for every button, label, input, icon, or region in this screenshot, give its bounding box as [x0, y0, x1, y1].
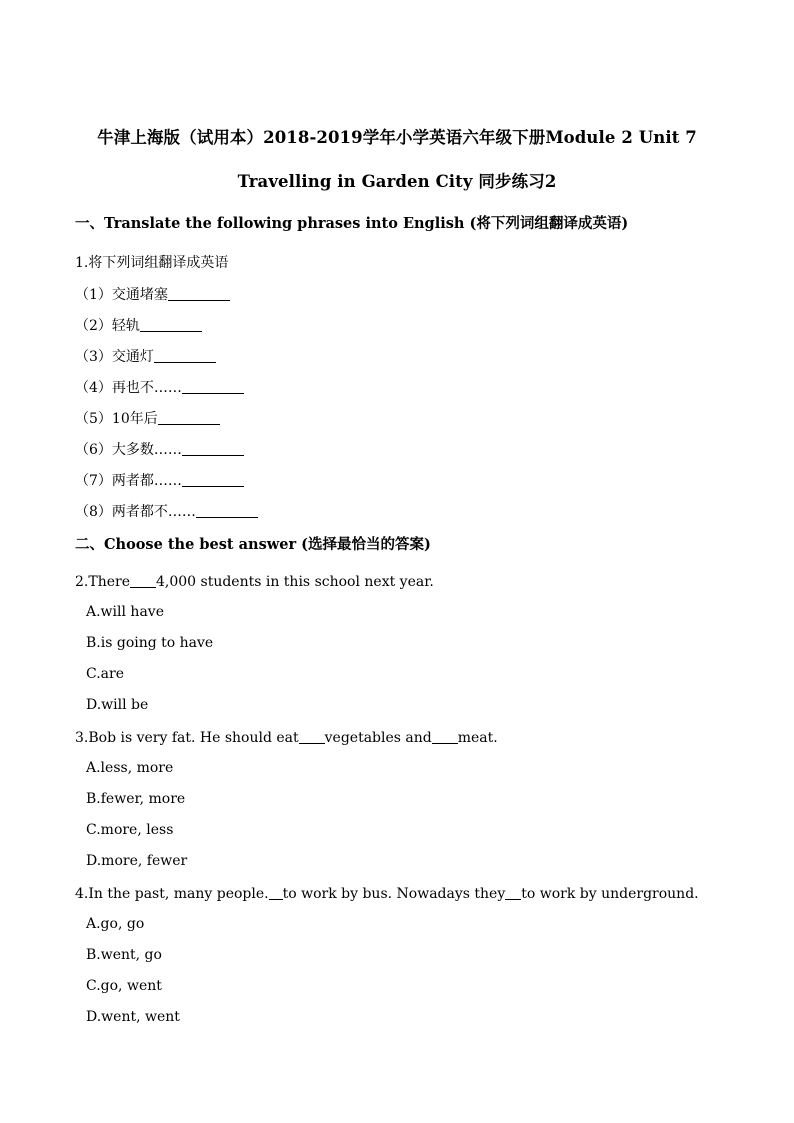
- question-1-stem: 1.将下列词组翻译成英语: [75, 255, 229, 271]
- answer-blank[interactable]: [182, 441, 244, 456]
- phrase-item: [75, 439, 244, 459]
- option-d[interactable]: D.will be: [86, 697, 149, 713]
- phrase-item: [75, 315, 202, 335]
- page-subtitle: Travelling in Garden City 同步练习2: [237, 172, 557, 191]
- phrase-text: （6）大多数……: [75, 442, 182, 458]
- answer-blank[interactable]: [432, 729, 458, 744]
- phrase-text: （5）10年后: [75, 411, 158, 427]
- question-4-stem: 4.In the past, many people. to work by bus. Nowadays they to work by underground.: [75, 886, 699, 902]
- option-a[interactable]: A.will have: [86, 604, 164, 620]
- option-c[interactable]: C.are: [86, 666, 124, 682]
- answer-blank[interactable]: [130, 573, 156, 588]
- phrase-text: （2）轻轨: [75, 318, 140, 334]
- phrase-text: （3）交通灯: [75, 349, 154, 365]
- phrase-item: [75, 408, 220, 428]
- answer-blank[interactable]: [158, 410, 220, 425]
- option-a[interactable]: A.go, go: [86, 916, 145, 932]
- answer-blank[interactable]: [299, 729, 325, 744]
- phrase-text: （8）两者都不……: [75, 504, 196, 520]
- answer-blank[interactable]: [154, 348, 216, 363]
- answer-blank[interactable]: [505, 885, 521, 900]
- option-c[interactable]: C.more, less: [86, 822, 174, 838]
- option-c[interactable]: C.go, went: [86, 978, 162, 994]
- phrase-item: [75, 284, 230, 304]
- option-d[interactable]: D.more, fewer: [86, 853, 188, 869]
- option-b[interactable]: B.fewer, more: [86, 791, 186, 807]
- answer-blank[interactable]: [140, 317, 202, 332]
- option-a[interactable]: A.less, more: [86, 760, 174, 776]
- phrase-item: [75, 346, 216, 366]
- section-1-heading: 一、Translate the following phrases into English (将下列词组翻译成英语): [75, 215, 629, 232]
- option-d[interactable]: D.went, went: [86, 1009, 180, 1025]
- answer-blank[interactable]: [182, 472, 244, 487]
- answer-blank[interactable]: [269, 885, 283, 900]
- phrase-item: [75, 470, 244, 490]
- phrase-text: （4）再也不……: [75, 380, 182, 396]
- option-b[interactable]: B.is going to have: [86, 635, 214, 651]
- phrase-text: （1）交通堵塞: [75, 287, 168, 303]
- phrase-text: （7）两者都……: [75, 473, 182, 489]
- answer-blank[interactable]: [196, 503, 258, 518]
- phrase-item: [75, 501, 258, 521]
- option-b[interactable]: B.went, go: [86, 947, 162, 963]
- question-2-stem: 2.There 4,000 students in this school next year.: [75, 574, 434, 590]
- phrase-item: [75, 377, 244, 397]
- question-3-stem: 3.Bob is very fat. He should eat vegetables and meat.: [75, 730, 498, 746]
- answer-blank[interactable]: [168, 286, 230, 301]
- answer-blank[interactable]: [182, 379, 244, 394]
- page-title: 牛津上海版（试用本）2018-2019学年小学英语六年级下册Module 2 Unit 7: [97, 128, 697, 147]
- section-2-heading: 二、Choose the best answer (选择最恰当的答案): [75, 536, 431, 553]
